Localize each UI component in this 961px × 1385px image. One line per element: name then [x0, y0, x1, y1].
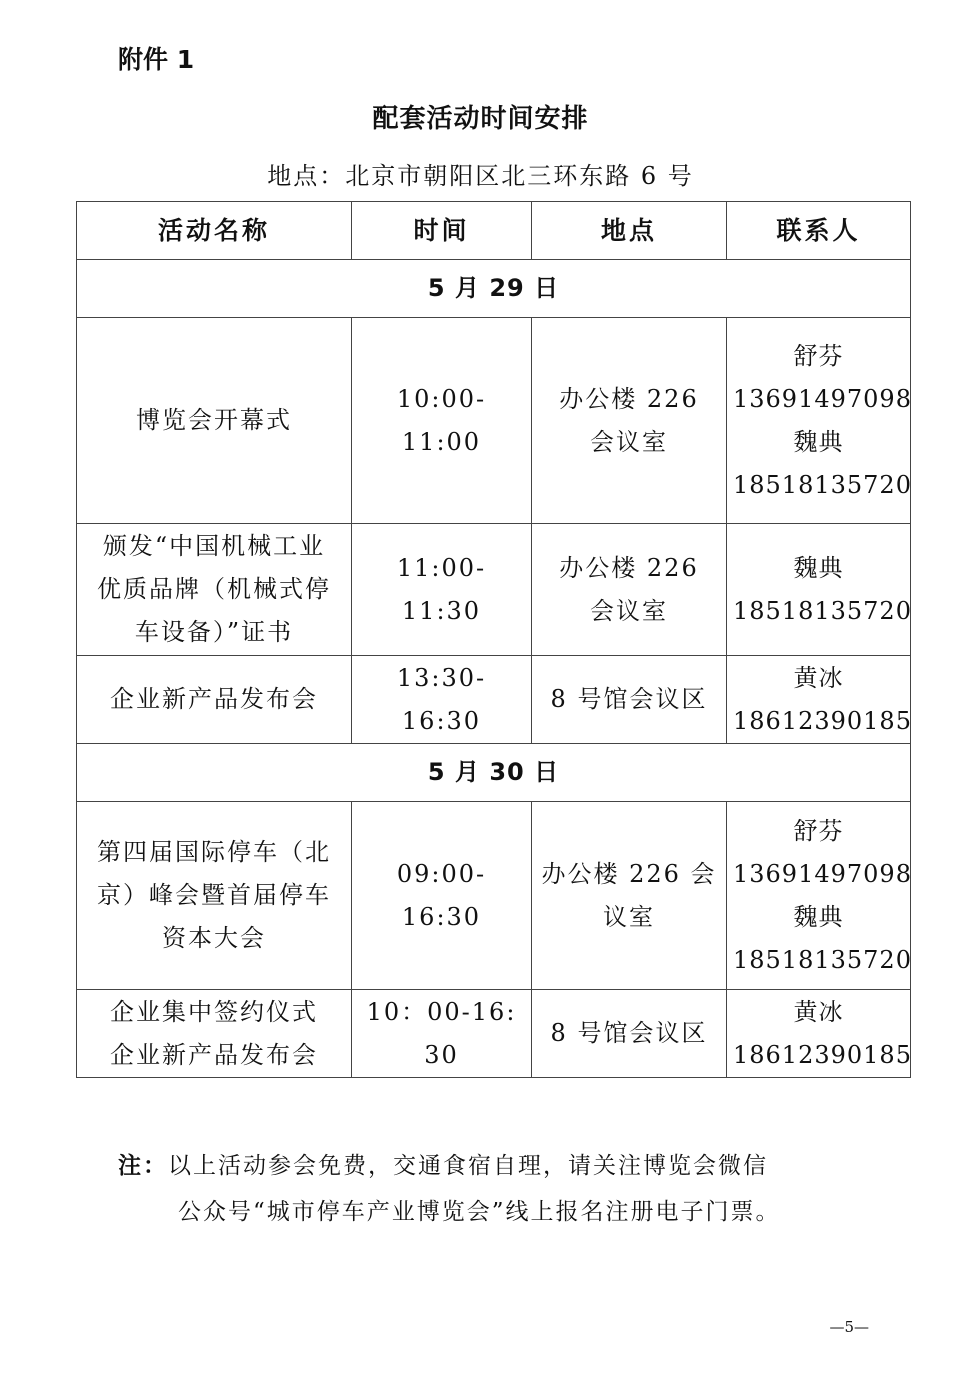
place-line: 办公楼 226 — [559, 384, 699, 413]
header-place: 地点 — [532, 202, 727, 260]
header-time: 时间 — [352, 202, 532, 260]
page-title: 配套活动时间安排 — [372, 104, 589, 134]
contact-phone: 18612390185 — [733, 1040, 912, 1069]
time-cell — [352, 802, 532, 990]
place-cell — [532, 656, 727, 744]
table-row — [77, 656, 911, 744]
activity-cell — [77, 524, 352, 656]
place-cell — [532, 524, 727, 656]
place-line: 会议室 — [590, 596, 668, 625]
activity-line: 企业新产品发布会 — [110, 1040, 318, 1069]
place-line: 8 号馆会议区 — [550, 1019, 708, 1047]
table-row — [77, 524, 911, 656]
header-row — [77, 202, 911, 260]
contact-phone: 13691497098 — [733, 859, 912, 888]
activity-line: 颁发“中国机械工业 — [102, 532, 326, 560]
date-cell: 5 月 29 日 — [77, 260, 911, 318]
header-contact: 联系人 — [727, 202, 911, 260]
contact-name: 舒芬 — [793, 816, 844, 845]
contact-name: 魏典 — [793, 902, 844, 931]
table-row — [77, 990, 911, 1078]
time-line: 30 — [424, 1040, 459, 1069]
activity-cell — [77, 318, 352, 524]
activity-cell — [77, 656, 352, 744]
contact-cell — [727, 802, 911, 990]
schedule-table — [76, 201, 911, 1078]
date-cell: 5 月 30 日 — [77, 744, 911, 802]
contact-name: 魏典 — [793, 427, 844, 456]
attachment-label: 附件 1 — [118, 45, 195, 74]
location-line: 地点：北京市朝阳区北三环东路 6 号 — [267, 162, 694, 190]
time-line: 10：00-16: — [366, 997, 517, 1026]
activity-line: 资本大会 — [162, 924, 266, 952]
contact-cell — [727, 656, 911, 744]
time-cell — [352, 318, 532, 524]
contact-name: 黄冰 — [793, 663, 844, 692]
contact-name: 舒芬 — [793, 341, 844, 370]
place-line: 议室 — [603, 902, 655, 931]
time-line: 11:00-11:30 — [396, 553, 487, 625]
table-row — [77, 802, 911, 990]
date-row — [77, 744, 911, 802]
time-line: 09:00-16:30 — [396, 859, 487, 931]
place-line: 会议室 — [590, 427, 668, 456]
table-row — [77, 318, 911, 524]
place-line: 办公楼 226 会 — [541, 859, 717, 888]
note-line: 以上活动参会免费，交通食宿自理，请关注博览会微信 — [168, 1153, 768, 1179]
place-line: 8 号馆会议区 — [550, 685, 708, 713]
place-cell — [532, 802, 727, 990]
contact-cell — [727, 524, 911, 656]
page-number: —5— — [829, 1318, 869, 1336]
contact-name: 黄冰 — [793, 997, 844, 1026]
contact-phone: 13691497098 — [733, 384, 912, 413]
activity-line: 优质品牌（机械式停 — [97, 575, 331, 603]
activity-line: 博览会开幕式 — [136, 406, 292, 434]
time-line: 13:30-16:30 — [396, 663, 487, 735]
contact-phone: 18518135720 — [733, 470, 912, 499]
activity-line: 企业新产品发布会 — [110, 685, 318, 713]
note-line: 公众号“城市停车产业博览会”线上报名注册电子门票。 — [178, 1199, 781, 1225]
activity-cell — [77, 802, 352, 990]
activity-line: 京）峰会暨首届停车 — [97, 881, 331, 909]
time-cell — [352, 990, 532, 1078]
note-paragraph — [118, 1143, 898, 1235]
contact-cell — [727, 318, 911, 524]
contact-cell — [727, 990, 911, 1078]
place-cell — [532, 990, 727, 1078]
activity-cell — [77, 990, 352, 1078]
activity-line: 第四届国际停车（北 — [97, 838, 331, 866]
time-line: 10:00-11:00 — [396, 384, 487, 456]
note-label: 注： — [118, 1153, 168, 1179]
time-cell — [352, 656, 532, 744]
time-cell — [352, 524, 532, 656]
contact-name: 魏典 — [793, 553, 844, 582]
activity-line: 企业集中签约仪式 — [110, 997, 318, 1026]
header-activity: 活动名称 — [77, 202, 352, 260]
date-row — [77, 260, 911, 318]
place-line: 办公楼 226 — [559, 553, 699, 582]
contact-phone: 18612390185 — [733, 706, 912, 735]
contact-phone: 18518135720 — [733, 596, 912, 625]
contact-phone: 18518135720 — [733, 945, 912, 974]
place-cell — [532, 318, 727, 524]
activity-line: 车设备）”证书 — [134, 618, 294, 646]
